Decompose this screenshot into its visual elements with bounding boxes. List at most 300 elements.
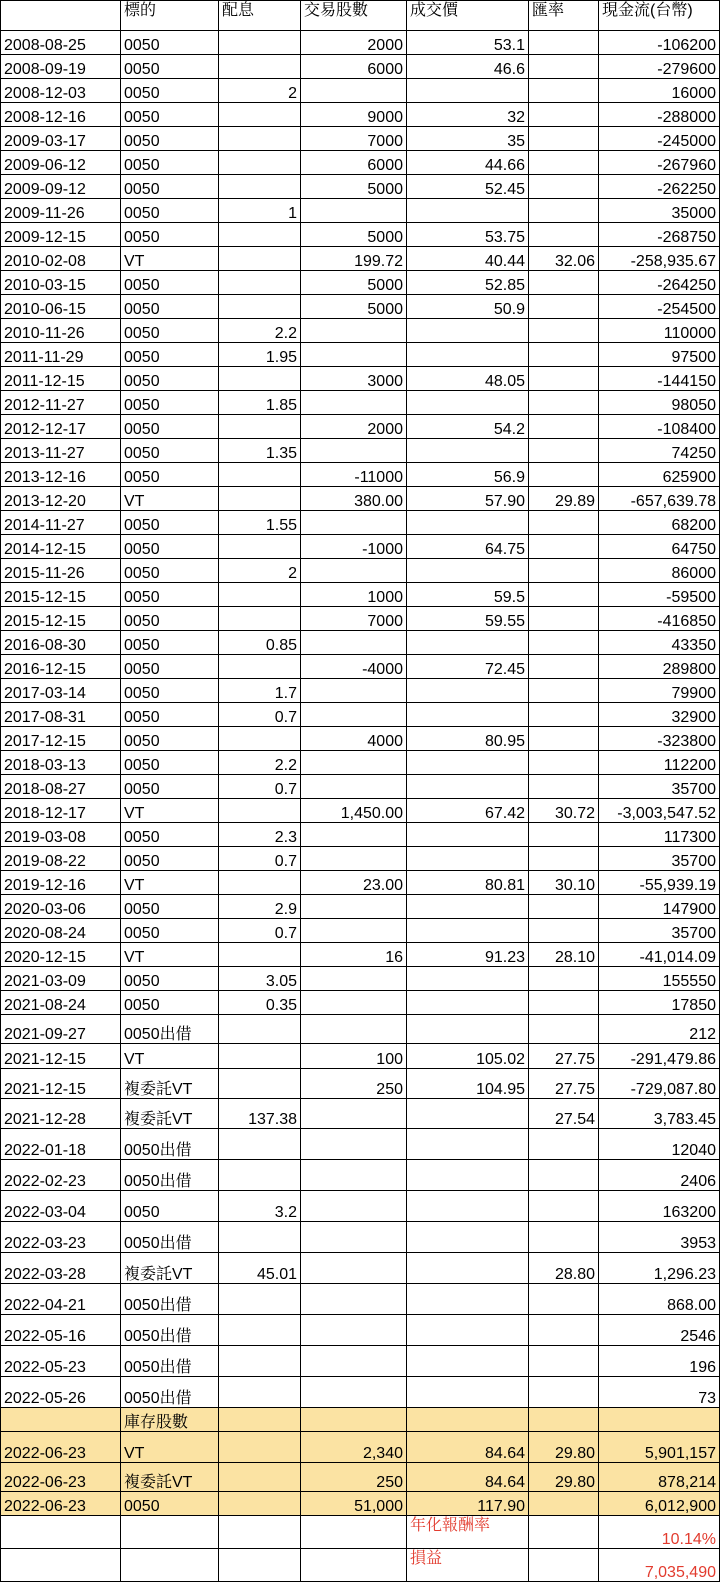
cell-cashflow: 868.00 <box>599 1284 720 1315</box>
inventory-row <box>1 1492 720 1516</box>
cell-ticker: 0050 <box>121 151 219 175</box>
cell-ticker: 0050 <box>121 607 219 631</box>
cell-date: 2018-12-17 <box>1 799 121 823</box>
cell-fx <box>529 823 599 847</box>
cell-cashflow: -144150 <box>599 367 720 391</box>
cell-ticker: 0050 <box>121 919 219 943</box>
cell-fx <box>529 223 599 247</box>
cell-cashflow: 68200 <box>599 511 720 535</box>
cell-price <box>407 79 529 103</box>
cell-shares: 1000 <box>301 583 407 607</box>
cell-date: 2022-05-16 <box>1 1315 121 1346</box>
cell-date: 2008-12-03 <box>1 79 121 103</box>
header-cell-shares: 交易股數 <box>301 1 407 31</box>
cell-price: 46.6 <box>407 55 529 79</box>
cell-shares: 250 <box>301 1069 407 1099</box>
table-row <box>1 151 720 175</box>
cell-price <box>407 1315 529 1346</box>
table-row <box>1 319 720 343</box>
cell-cashflow: 3,783.45 <box>599 1099 720 1129</box>
cell-shares: 3000 <box>301 367 407 391</box>
cell-date: 2011-11-29 <box>1 343 121 367</box>
cell-shares <box>301 391 407 415</box>
cell-cashflow: 2406 <box>599 1160 720 1191</box>
table-row <box>1 823 720 847</box>
cell-cashflow: -258,935.67 <box>599 247 720 271</box>
cell-ticker: 0050 <box>121 463 219 487</box>
table-row <box>1 391 720 415</box>
cell-cashflow: 97500 <box>599 343 720 367</box>
cell-fx <box>529 751 599 775</box>
cell-price: 54.2 <box>407 415 529 439</box>
cell-fx: 30.72 <box>529 799 599 823</box>
cell-dividend: 3.2 <box>219 1191 301 1222</box>
inventory-label: 庫存股數 <box>121 1408 219 1432</box>
cell-ticker: 複委託VT <box>121 1069 219 1099</box>
annual-return-label: 年化報酬率 <box>407 1516 529 1549</box>
cell-cashflow: -291,479.86 <box>599 1044 720 1069</box>
cell-date: 2020-12-15 <box>1 943 121 967</box>
cell-fx <box>529 103 599 127</box>
cell-fx <box>529 655 599 679</box>
cell-shares <box>301 823 407 847</box>
table-row <box>1 871 720 895</box>
table-row <box>1 295 720 319</box>
annual-return-value: 10.14% <box>599 1516 720 1549</box>
cell-shares <box>301 1253 407 1284</box>
cell-shares <box>301 439 407 463</box>
cell-date: 2012-11-27 <box>1 391 121 415</box>
cell-price <box>407 1222 529 1253</box>
table-row <box>1 1160 720 1191</box>
cell-shares <box>301 919 407 943</box>
cell-dividend <box>219 223 301 247</box>
cell-cashflow: 35700 <box>599 847 720 871</box>
cell-price: 91.23 <box>407 943 529 967</box>
cell-date: 2017-03-14 <box>1 679 121 703</box>
cell-cashflow: 3953 <box>599 1222 720 1253</box>
cell-price <box>407 775 529 799</box>
cell-cashflow: -262250 <box>599 175 720 199</box>
cell-dividend <box>219 487 301 511</box>
cell-ticker: 0050 <box>121 127 219 151</box>
cell-cashflow: -323800 <box>599 727 720 751</box>
cell-shares: 2,340 <box>301 1432 407 1463</box>
cell-ticker: 0050 <box>121 679 219 703</box>
cell-ticker: 0050 <box>121 55 219 79</box>
table-row <box>1 127 720 151</box>
cell-shares <box>301 1315 407 1346</box>
empty-cell <box>1 1408 121 1432</box>
cell-dividend <box>219 1346 301 1377</box>
table-row <box>1 847 720 871</box>
cell-date: 2008-09-19 <box>1 55 121 79</box>
cell-shares: 380.00 <box>301 487 407 511</box>
cell-shares: 5000 <box>301 295 407 319</box>
cell-ticker: 0050 <box>121 847 219 871</box>
header-cell-ticker: 標的 <box>121 1 219 31</box>
cell-fx <box>529 535 599 559</box>
cell-shares: 6000 <box>301 55 407 79</box>
cell-fx <box>529 295 599 319</box>
cell-date: 2022-04-21 <box>1 1284 121 1315</box>
table-row <box>1 1191 720 1222</box>
cell-cashflow: 35700 <box>599 775 720 799</box>
cell-fx <box>529 439 599 463</box>
cell-dividend: 137.38 <box>219 1099 301 1129</box>
cell-ticker: 0050 <box>121 583 219 607</box>
table-row <box>1 535 720 559</box>
cell-price <box>407 1191 529 1222</box>
cell-date: 2018-03-13 <box>1 751 121 775</box>
table-row <box>1 271 720 295</box>
cell-dividend <box>219 415 301 439</box>
cell-cashflow: 64750 <box>599 535 720 559</box>
cell-fx <box>529 55 599 79</box>
cell-date: 2019-12-16 <box>1 871 121 895</box>
cell-ticker: 0050 <box>121 319 219 343</box>
cell-ticker: 0050出借 <box>121 1160 219 1191</box>
cell-fx <box>529 151 599 175</box>
table-row <box>1 247 720 271</box>
cell-price: 57.90 <box>407 487 529 511</box>
cell-ticker: VT <box>121 943 219 967</box>
cell-date: 2010-06-15 <box>1 295 121 319</box>
cell-dividend: 0.7 <box>219 919 301 943</box>
table-row <box>1 943 720 967</box>
cell-dividend: 2.3 <box>219 823 301 847</box>
table-row <box>1 1222 720 1253</box>
cell-ticker: 0050 <box>121 223 219 247</box>
cell-price <box>407 1284 529 1315</box>
cell-cashflow: -41,014.09 <box>599 943 720 967</box>
cell-ticker: VT <box>121 799 219 823</box>
cell-ticker: 0050 <box>121 655 219 679</box>
cell-dividend: 0.7 <box>219 775 301 799</box>
cell-fx: 29.80 <box>529 1463 599 1492</box>
cell-fx <box>529 415 599 439</box>
cell-date: 2015-12-15 <box>1 583 121 607</box>
cell-fx <box>529 367 599 391</box>
cell-price <box>407 895 529 919</box>
cell-shares <box>301 991 407 1015</box>
cell-shares: -1000 <box>301 535 407 559</box>
cell-dividend: 2 <box>219 559 301 583</box>
cell-shares: -11000 <box>301 463 407 487</box>
cell-shares: 9000 <box>301 103 407 127</box>
cell-cashflow: 289800 <box>599 655 720 679</box>
table-row <box>1 631 720 655</box>
cell-price <box>407 319 529 343</box>
cell-ticker: 0050 <box>121 751 219 775</box>
cell-ticker: VT <box>121 487 219 511</box>
cell-fx <box>529 559 599 583</box>
cell-dividend <box>219 1492 301 1516</box>
cell-fx <box>529 895 599 919</box>
cell-shares: 199.72 <box>301 247 407 271</box>
cell-fx <box>529 175 599 199</box>
cell-price <box>407 391 529 415</box>
cell-date: 2022-03-23 <box>1 1222 121 1253</box>
table-row <box>1 703 720 727</box>
cell-cashflow: -268750 <box>599 223 720 247</box>
cell-date: 2015-11-26 <box>1 559 121 583</box>
cell-dividend <box>219 271 301 295</box>
cell-fx <box>529 967 599 991</box>
header-cell-dividend: 配息 <box>219 1 301 31</box>
cell-cashflow: -59500 <box>599 583 720 607</box>
cell-fx <box>529 463 599 487</box>
cell-date: 2010-03-15 <box>1 271 121 295</box>
cell-dividend <box>219 367 301 391</box>
cell-price <box>407 751 529 775</box>
cell-cashflow: 196 <box>599 1346 720 1377</box>
cell-dividend <box>219 535 301 559</box>
cell-date: 2021-03-09 <box>1 967 121 991</box>
cell-date: 2018-08-27 <box>1 775 121 799</box>
cell-date: 2022-02-23 <box>1 1160 121 1191</box>
cell-price <box>407 847 529 871</box>
cell-price: 44.66 <box>407 151 529 175</box>
header-cell-date <box>1 1 121 31</box>
cell-fx <box>529 127 599 151</box>
table-row <box>1 1346 720 1377</box>
cell-price: 52.45 <box>407 175 529 199</box>
cell-cashflow: -279600 <box>599 55 720 79</box>
cell-cashflow: 35000 <box>599 199 720 223</box>
cell-fx <box>529 991 599 1015</box>
cell-fx: 27.75 <box>529 1069 599 1099</box>
cell-shares: 2000 <box>301 415 407 439</box>
cell-price <box>407 919 529 943</box>
cell-fx <box>529 271 599 295</box>
table-row <box>1 919 720 943</box>
cell-cashflow: 74250 <box>599 439 720 463</box>
cell-price <box>407 1377 529 1408</box>
cell-fx <box>529 1222 599 1253</box>
cell-ticker: VT <box>121 871 219 895</box>
cell-date: 2022-06-23 <box>1 1463 121 1492</box>
cell-shares: 5000 <box>301 223 407 247</box>
cell-cashflow: 5,901,157 <box>599 1432 720 1463</box>
cell-price <box>407 967 529 991</box>
cell-date: 2021-12-15 <box>1 1044 121 1069</box>
cell-dividend: 1.85 <box>219 391 301 415</box>
table-row <box>1 679 720 703</box>
cell-date: 2009-09-12 <box>1 175 121 199</box>
cell-shares <box>301 1377 407 1408</box>
cell-shares: 2000 <box>301 31 407 55</box>
cell-dividend <box>219 1222 301 1253</box>
cell-fx <box>529 1492 599 1516</box>
cell-ticker: 0050 <box>121 1492 219 1516</box>
cell-ticker: 0050出借 <box>121 1222 219 1253</box>
table-row <box>1 775 720 799</box>
cell-fx <box>529 31 599 55</box>
cell-fx <box>529 1129 599 1160</box>
cell-dividend: 0.85 <box>219 631 301 655</box>
cell-fx <box>529 343 599 367</box>
cell-date: 2012-12-17 <box>1 415 121 439</box>
cell-cashflow: -3,003,547.52 <box>599 799 720 823</box>
cell-price <box>407 703 529 727</box>
cell-cashflow: 110000 <box>599 319 720 343</box>
table-body <box>1 1 720 1582</box>
cell-date: 2008-12-16 <box>1 103 121 127</box>
cell-fx: 29.89 <box>529 487 599 511</box>
cell-price <box>407 1160 529 1191</box>
table-row <box>1 463 720 487</box>
cell-date: 2020-08-24 <box>1 919 121 943</box>
cell-date: 2020-03-06 <box>1 895 121 919</box>
cell-ticker: 0050 <box>121 415 219 439</box>
cell-shares <box>301 1015 407 1044</box>
cell-dividend: 2.2 <box>219 319 301 343</box>
cell-date: 2009-12-15 <box>1 223 121 247</box>
cell-ticker: 0050 <box>121 631 219 655</box>
cell-price: 59.5 <box>407 583 529 607</box>
table-row <box>1 1315 720 1346</box>
cell-date: 2021-08-24 <box>1 991 121 1015</box>
cell-price: 104.95 <box>407 1069 529 1099</box>
empty-cell <box>219 1408 301 1432</box>
table-row <box>1 79 720 103</box>
cell-fx <box>529 1315 599 1346</box>
cell-price: 35 <box>407 127 529 151</box>
cell-cashflow: 32900 <box>599 703 720 727</box>
cell-shares <box>301 847 407 871</box>
cell-ticker: VT <box>121 1044 219 1069</box>
cell-price <box>407 439 529 463</box>
cell-fx <box>529 727 599 751</box>
cell-date: 2022-06-23 <box>1 1432 121 1463</box>
cell-shares <box>301 703 407 727</box>
cell-shares <box>301 1191 407 1222</box>
cell-cashflow: -267960 <box>599 151 720 175</box>
cell-price <box>407 511 529 535</box>
cell-fx <box>529 679 599 703</box>
table-row <box>1 31 720 55</box>
cell-price: 52.85 <box>407 271 529 295</box>
cell-fx: 28.80 <box>529 1253 599 1284</box>
cell-price: 80.95 <box>407 727 529 751</box>
inventory-row <box>1 1463 720 1492</box>
cell-shares <box>301 751 407 775</box>
cell-price <box>407 1099 529 1129</box>
cell-dividend <box>219 1160 301 1191</box>
cell-cashflow: 6,012,900 <box>599 1492 720 1516</box>
cell-shares <box>301 967 407 991</box>
cell-dividend: 0.35 <box>219 991 301 1015</box>
cell-cashflow: 2546 <box>599 1315 720 1346</box>
cell-cashflow: 17850 <box>599 991 720 1015</box>
cell-ticker: 0050 <box>121 727 219 751</box>
table-row <box>1 439 720 463</box>
cell-price <box>407 1129 529 1160</box>
cell-ticker: 0050 <box>121 535 219 559</box>
cell-ticker: 0050 <box>121 199 219 223</box>
cell-shares <box>301 631 407 655</box>
cell-date: 2013-11-27 <box>1 439 121 463</box>
empty-cell <box>301 1516 407 1549</box>
cell-dividend: 1 <box>219 199 301 223</box>
cell-date: 2021-09-27 <box>1 1015 121 1044</box>
cell-fx <box>529 79 599 103</box>
cell-price: 72.45 <box>407 655 529 679</box>
table-row <box>1 1069 720 1099</box>
cell-fx <box>529 607 599 631</box>
table-row <box>1 511 720 535</box>
cell-date: 2016-12-15 <box>1 655 121 679</box>
cell-dividend <box>219 1432 301 1463</box>
cell-shares: 6000 <box>301 151 407 175</box>
cell-shares <box>301 559 407 583</box>
table-row <box>1 415 720 439</box>
cell-cashflow: -729,087.80 <box>599 1069 720 1099</box>
cell-ticker: 0050出借 <box>121 1377 219 1408</box>
cell-fx: 27.54 <box>529 1099 599 1129</box>
cell-shares: 7000 <box>301 127 407 151</box>
table-row <box>1 895 720 919</box>
cell-date: 2009-11-26 <box>1 199 121 223</box>
cell-shares: 5000 <box>301 271 407 295</box>
cell-fx <box>529 703 599 727</box>
cell-cashflow: -245000 <box>599 127 720 151</box>
cell-price <box>407 1253 529 1284</box>
cell-cashflow: -416850 <box>599 607 720 631</box>
empty-cell <box>407 1408 529 1432</box>
empty-cell <box>301 1408 407 1432</box>
cell-price <box>407 559 529 583</box>
cell-dividend <box>219 1315 301 1346</box>
inventory-header-row <box>1 1408 720 1432</box>
cell-shares <box>301 319 407 343</box>
cell-dividend: 1.55 <box>219 511 301 535</box>
cell-ticker: 0050 <box>121 775 219 799</box>
cell-fx: 28.10 <box>529 943 599 967</box>
cell-dividend: 1.35 <box>219 439 301 463</box>
cell-cashflow: -254500 <box>599 295 720 319</box>
cell-price: 105.02 <box>407 1044 529 1069</box>
cell-dividend: 2 <box>219 79 301 103</box>
cell-shares <box>301 511 407 535</box>
cell-shares: 250 <box>301 1463 407 1492</box>
header-cell-price: 成交價 <box>407 1 529 31</box>
cell-shares <box>301 895 407 919</box>
cell-dividend <box>219 607 301 631</box>
cell-fx <box>529 1015 599 1044</box>
cell-fx <box>529 775 599 799</box>
cell-ticker: 0050 <box>121 895 219 919</box>
cell-cashflow: 43350 <box>599 631 720 655</box>
cell-dividend: 3.05 <box>219 967 301 991</box>
cell-date: 2008-08-25 <box>1 31 121 55</box>
empty-cell <box>599 1408 720 1432</box>
cell-dividend <box>219 1377 301 1408</box>
cell-ticker: 0050 <box>121 271 219 295</box>
cell-cashflow: 12040 <box>599 1129 720 1160</box>
cell-shares: 1,450.00 <box>301 799 407 823</box>
cell-date: 2022-05-26 <box>1 1377 121 1408</box>
cell-fx <box>529 1160 599 1191</box>
cell-ticker: 0050 <box>121 967 219 991</box>
cell-price: 56.9 <box>407 463 529 487</box>
cell-price <box>407 679 529 703</box>
cell-ticker: 複委託VT <box>121 1099 219 1129</box>
table-row <box>1 991 720 1015</box>
cell-price <box>407 199 529 223</box>
empty-cell <box>529 1549 599 1582</box>
